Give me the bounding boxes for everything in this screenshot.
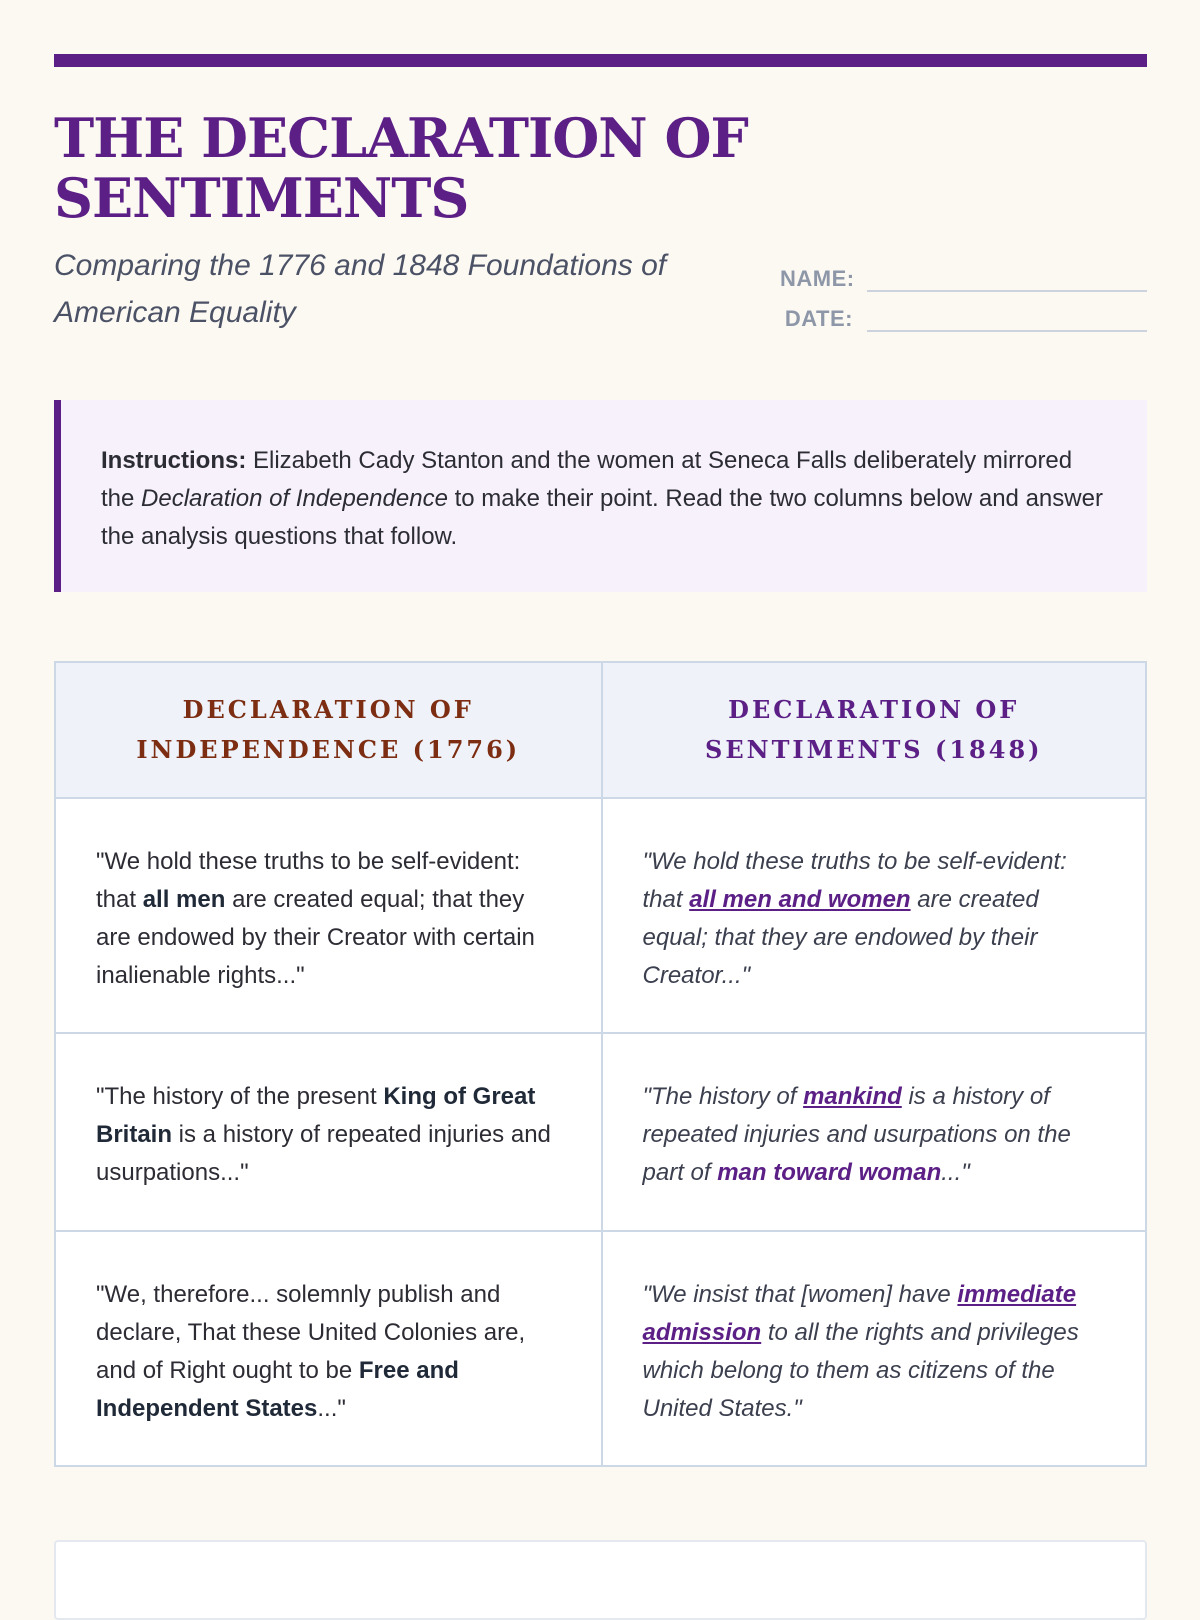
quote-text: is a history of repeated injuries and usurpations on the part of [642,1083,1071,1186]
independence-quote [56,1034,601,1230]
name-row [780,258,1147,292]
quote-text: ..." [941,1159,970,1186]
quote-text: to all the rights and privileges which belong to them as citizens of the United States." [642,1319,1079,1422]
name-field[interactable] [867,260,1147,292]
date-label: DATE: [784,306,853,331]
quote-text: ..." [317,1395,346,1422]
instructions-text-before: Elizabeth Cady Stanton and the women at Seneca Falls deliberately mirrored the [101,447,1073,512]
page-title [54,108,748,228]
quote-text: "We hold these truths to be self-evident: that [642,848,1067,913]
instructions-text-after: to make their point. Read the two columns below and answer the analysis questions that follow. [101,485,1103,550]
independence-quote [56,1232,601,1465]
quote-text: "The history of [642,1083,804,1110]
quote-text: are created equal; that they are endowed by their Creator..." [642,886,1039,989]
quote-emphasis: King of Great Britain [96,1083,536,1148]
top-accent-bar [54,54,1147,67]
instructions-box [54,400,1147,592]
independence-quote [56,799,601,1032]
quote-text: "We insist that [women] have [642,1281,958,1308]
quote-emphasis: Free and Independent States [96,1357,459,1422]
instructions-document-title: Declaration of Independence [141,485,448,512]
quote-emphasis: man toward woman [717,1159,942,1186]
table-header-row [56,663,1145,797]
title-line-1: THE DECLARATION OF [54,106,748,170]
header-sentiments [601,663,1146,797]
title-line-2: SENTIMENTS [54,166,469,230]
comparison-table [54,661,1147,1467]
quote-text: is a history of repeated injuries and usurpations..." [96,1121,551,1186]
quote-emphasis: all men [142,886,226,913]
table-row [56,1032,1145,1230]
header-independence [56,663,601,797]
page-subtitle: Comparing the 1776 and 1848 Foundations of American Equality [54,249,667,329]
quote-highlight: all men and women [689,886,911,913]
quote-highlight: mankind [803,1083,902,1110]
analysis-questions-card [54,1540,1147,1620]
header-independence-label: DECLARATION OF INDEPENDENCE (1776) [136,695,521,764]
date-row [780,298,1147,332]
sentiments-quote [601,1034,1146,1230]
quote-highlight: immediate admission [642,1281,1077,1346]
table-row [56,1230,1145,1465]
sentiments-quote [601,799,1146,1032]
quote-text: "The history of the present [96,1083,384,1110]
name-label: NAME: [780,266,855,291]
quote-text: are created equal; that they are endowed by their Creator with certain inalienable rights..." [96,886,535,989]
header-sentiments-label: DECLARATION OF SENTIMENTS (1848) [705,695,1043,764]
quote-text: "We hold these truths to be self-evident: that [96,848,521,913]
instructions-label: Instructions: [101,447,247,474]
table-row [56,797,1145,1032]
quote-text: "We, therefore... solemnly publish and declare, That these United Colonies are, and of Right ought to be [96,1281,526,1384]
sentiments-quote [601,1232,1146,1465]
date-field[interactable] [867,300,1147,332]
